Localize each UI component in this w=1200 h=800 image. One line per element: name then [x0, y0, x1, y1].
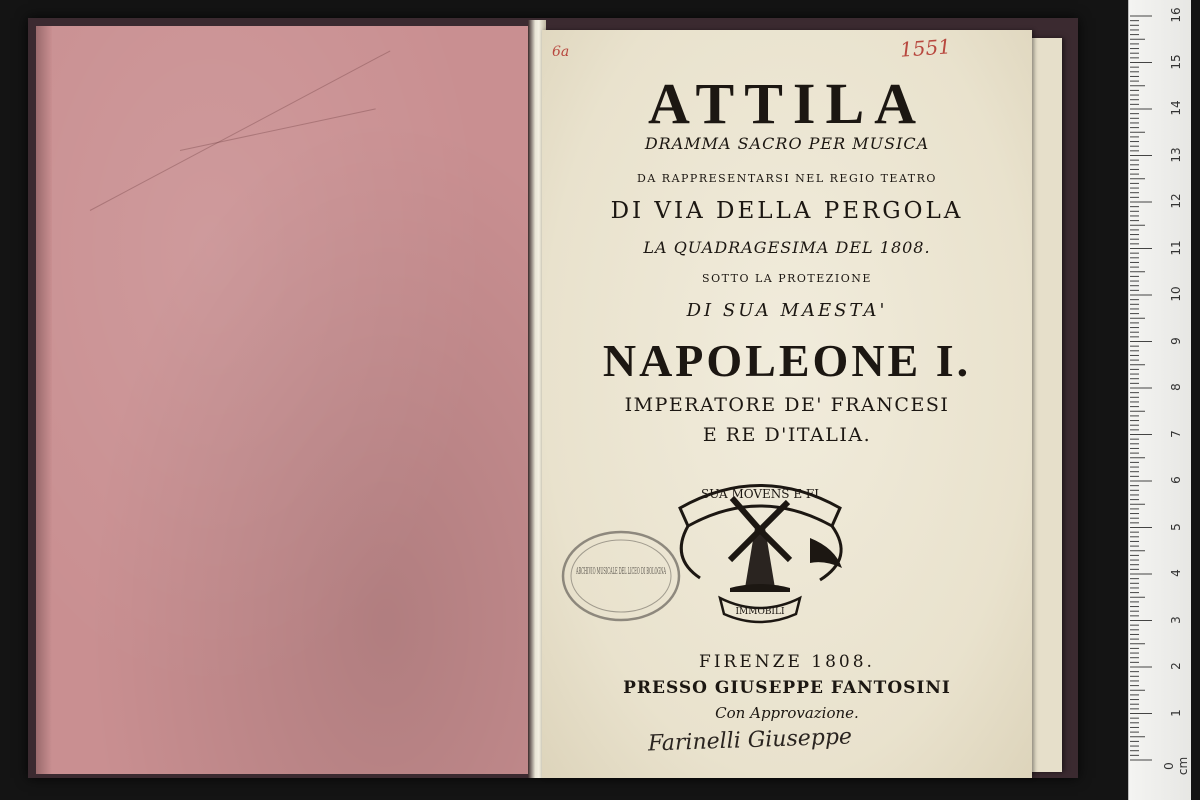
ruler-label: 2 — [1169, 662, 1183, 670]
ruler-label: 10 — [1169, 286, 1183, 302]
performance-line: DA RAPPRESENTARSI NEL REGIO TEATRO — [637, 172, 937, 185]
ruler-label: 7 — [1169, 429, 1183, 438]
emblem-motto: SUA MOVENS E FI — [701, 487, 819, 501]
ruler-label: 12 — [1169, 193, 1183, 209]
ruler-label: 0 cm — [1162, 756, 1190, 776]
ruler-label: 8 — [1169, 383, 1183, 391]
season-line: LA QUADRAGESIMA DEL 1808. — [643, 238, 931, 257]
ruler-label: 3 — [1169, 615, 1183, 624]
dedicatee-title-2: E RE D'ITALIA. — [702, 424, 872, 446]
ruler-label: 6 — [1169, 476, 1183, 484]
work-subtitle: DRAMMA SACRO PER MUSICA — [644, 134, 930, 153]
ruler-label: 5 — [1169, 522, 1183, 531]
dedicatee-title-1: IMPERATORE DE' FRANCESI — [624, 394, 950, 416]
work-title: ATTILA — [647, 71, 927, 136]
ruler-label: 13 — [1169, 146, 1183, 163]
pencil-catalog-number: 1551 — [899, 34, 952, 62]
handwritten-signature: Farinelli Giuseppe — [647, 724, 853, 757]
ruler-label: 15 — [1169, 53, 1183, 70]
imprint-printer: PRESSO GIUSEPPE FANTOSINI — [623, 678, 951, 698]
imprint-city: FIRENZE 1808. — [699, 652, 875, 672]
pencil-mark: 6a — [552, 44, 570, 60]
ruler-label: 16 — [1169, 7, 1183, 23]
ruler-label: 11 — [1169, 239, 1183, 256]
dedicatee-name: NAPOLEONE I. — [602, 335, 972, 386]
theatre-name: DI VIA DELLA PERGOLA — [610, 198, 964, 224]
endpaper-edge — [36, 26, 52, 774]
ruler-label: 4 — [1169, 569, 1183, 577]
stamp-text: ARCHIVIO MUSICALE DEL LICEO DI BOLOGNA — [575, 567, 667, 577]
pink-endpaper — [36, 26, 536, 774]
emblem-banner: IMMOBILI — [735, 607, 785, 617]
library-stamp-icon — [556, 526, 686, 626]
ruler-label: 14 — [1169, 100, 1183, 116]
protection-line: SOTTO LA PROTEZIONE — [702, 272, 872, 285]
ruler-ticks — [1128, 0, 1190, 800]
windmill-emblem-icon — [660, 468, 860, 628]
imprint-approval: Con Approvazione. — [715, 704, 859, 722]
majesty-line: DI SUA MAESTA' — [686, 300, 888, 321]
ruler-label: 1 — [1169, 708, 1183, 717]
ruler-label: 9 — [1169, 336, 1183, 345]
